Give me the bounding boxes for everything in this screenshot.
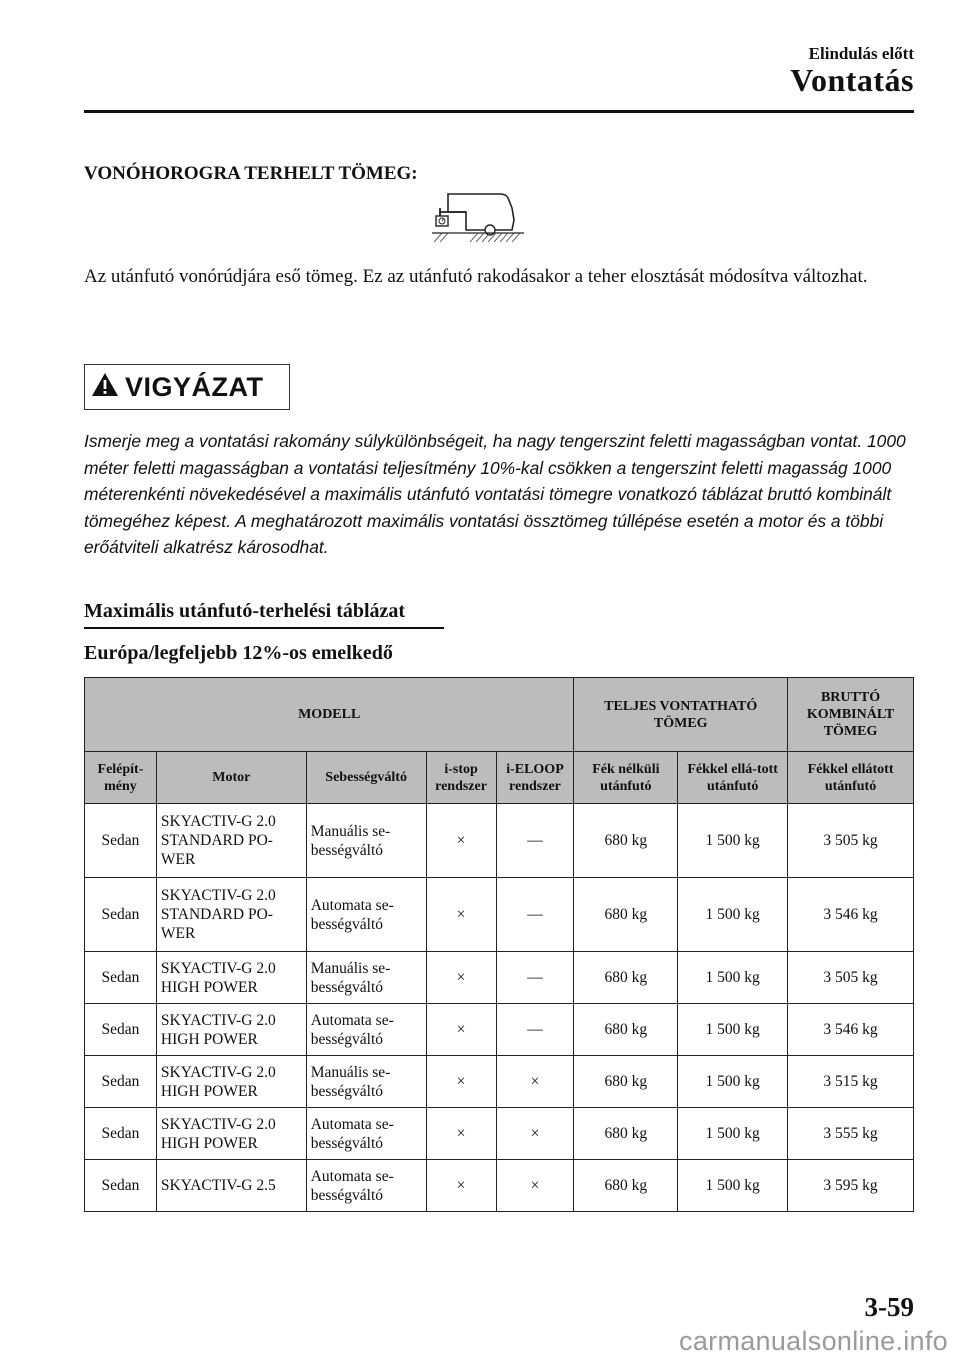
description-paragraph: Az utánfutó vonórúdjára eső tömeg. Ez az utánfutó rakodásakor a teher elosztását módosítva változhat. xyxy=(84,266,868,287)
table-cell: × xyxy=(426,878,496,952)
group-header-total: TELJES VONTATHATÓ TÖMEG xyxy=(574,678,788,752)
warning-label: VIGYÁZAT xyxy=(125,371,264,402)
table-cell: 3 546 kg xyxy=(788,1004,914,1056)
table-cell: 1 500 kg xyxy=(678,1056,788,1108)
table-cell: × xyxy=(496,1056,574,1108)
column-header: Fékkel ellá-tott utánfutó xyxy=(678,752,788,804)
column-header: i-ELOOP rendszer xyxy=(496,752,574,804)
table-cell: 680 kg xyxy=(574,1004,678,1056)
table-cell: — xyxy=(496,878,574,952)
table-title: Maximális utánfutó-terhelési táblázat xyxy=(84,600,406,622)
table-cell: × xyxy=(426,952,496,1004)
column-header: Motor xyxy=(156,752,306,804)
table-cell: × xyxy=(426,1004,496,1056)
table-cell: 3 555 kg xyxy=(788,1108,914,1160)
table-cell: 3 515 kg xyxy=(788,1056,914,1108)
table-cell: Automata se-bességváltó xyxy=(306,1004,426,1056)
table-cell: × xyxy=(496,1108,574,1160)
table-row xyxy=(85,1160,914,1212)
section-heading: VONÓHOROGRA TERHELT TÖMEG: xyxy=(84,163,418,184)
table-cell: SKYACTIV-G 2.0 HIGH POWER xyxy=(156,1004,306,1056)
table-cell: 3 505 kg xyxy=(788,952,914,1004)
table-row xyxy=(85,1004,914,1056)
table-title-underline xyxy=(84,627,444,629)
page-number: 3-59 xyxy=(864,1292,914,1322)
column-header: Fék nélküli utánfutó xyxy=(574,752,678,804)
table-cell: Sedan xyxy=(85,1108,157,1160)
trailer-tongue-weight-diagram xyxy=(430,186,526,255)
header-rule xyxy=(84,110,914,113)
column-header: Felépít-mény xyxy=(85,752,157,804)
table-cell: 1 500 kg xyxy=(678,878,788,952)
table-row xyxy=(85,878,914,952)
table-cell: 680 kg xyxy=(574,1056,678,1108)
table-cell: Sedan xyxy=(85,878,157,952)
table-cell: — xyxy=(496,804,574,878)
table-cell: Manuális se-bességváltó xyxy=(306,1056,426,1108)
page-header-section: Elindulás előtt xyxy=(808,44,914,63)
table-cell: × xyxy=(496,1160,574,1212)
table-cell: Automata se-bességváltó xyxy=(306,878,426,952)
table-cell: SKYACTIV-G 2.0 STANDARD PO-WER xyxy=(156,804,306,878)
column-header: i-stop rendszer xyxy=(426,752,496,804)
warning-text: Ismerje meg a vontatási rakomány súlykülönbségeit, ha nagy tengerszint feletti magasságban vontat. 1000 méter feletti magasságban a vontatási teljesítmény 10%-kal csökken a tengerszint feletti magasság 1000 méterenkénti növekedésével a maximális utánfutó vontatási tömegre vonatkozó táblázat bruttó kombinált tömegéhez képest. A meghatározott maximális vontatási össztömeg túllépése esetén a motor és a többi erőátviteli alkatrész károsodhat. xyxy=(84,431,906,558)
table-cell: Sedan xyxy=(85,952,157,1004)
table-subtitle: Európa/legfeljebb 12%-os emelkedő xyxy=(84,642,393,664)
column-header: Sebességváltó xyxy=(306,752,426,804)
warning-box xyxy=(84,364,290,410)
table-cell: — xyxy=(496,1004,574,1056)
warning-triangle-icon xyxy=(91,372,119,403)
table-cell: Sedan xyxy=(85,804,157,878)
table-cell: Automata se-bességváltó xyxy=(306,1160,426,1212)
column-header: Fékkel ellátott utánfutó xyxy=(788,752,914,804)
table-cell: — xyxy=(496,952,574,1004)
table-cell: Automata se-bességváltó xyxy=(306,1108,426,1160)
table-row xyxy=(85,952,914,1004)
table-cell: Sedan xyxy=(85,1056,157,1108)
trailer-load-table xyxy=(84,677,914,1212)
table-cell: 3 595 kg xyxy=(788,1160,914,1212)
table-cell: Manuális se-bességváltó xyxy=(306,952,426,1004)
group-header-gross: BRUTTÓ KOMBINÁLT TÖMEG xyxy=(788,678,914,752)
table-cell: × xyxy=(426,1056,496,1108)
table-cell: 680 kg xyxy=(574,1108,678,1160)
table-row xyxy=(85,1056,914,1108)
table-cell: 680 kg xyxy=(574,952,678,1004)
table-cell: SKYACTIV-G 2.0 HIGH POWER xyxy=(156,952,306,1004)
table-cell: 1 500 kg xyxy=(678,952,788,1004)
table-cell: × xyxy=(426,1160,496,1212)
page-header-title: Vontatás xyxy=(790,62,914,98)
table-cell: SKYACTIV-G 2.5 xyxy=(156,1160,306,1212)
table-cell: SKYACTIV-G 2.0 HIGH POWER xyxy=(156,1056,306,1108)
table-cell: SKYACTIV-G 2.0 HIGH POWER xyxy=(156,1108,306,1160)
table-row xyxy=(85,804,914,878)
table-cell: 3 546 kg xyxy=(788,878,914,952)
table-cell: 3 505 kg xyxy=(788,804,914,878)
table-cell: 1 500 kg xyxy=(678,1108,788,1160)
table-cell: × xyxy=(426,804,496,878)
table-cell: × xyxy=(426,1108,496,1160)
table-cell: 680 kg xyxy=(574,804,678,878)
watermark-link[interactable]: carmanualsonline.info xyxy=(679,1326,948,1356)
table-cell: SKYACTIV-G 2.0 STANDARD PO-WER xyxy=(156,878,306,952)
group-header-model: MODELL xyxy=(85,678,574,752)
table-cell: 1 500 kg xyxy=(678,1004,788,1056)
table-cell: 1 500 kg xyxy=(678,1160,788,1212)
table-row xyxy=(85,1108,914,1160)
table-cell: Sedan xyxy=(85,1160,157,1212)
table-cell: Manuális se-bességváltó xyxy=(306,804,426,878)
table-cell: 680 kg xyxy=(574,1160,678,1212)
table-cell: 680 kg xyxy=(574,878,678,952)
table-cell: 1 500 kg xyxy=(678,804,788,878)
table-cell: Sedan xyxy=(85,1004,157,1056)
